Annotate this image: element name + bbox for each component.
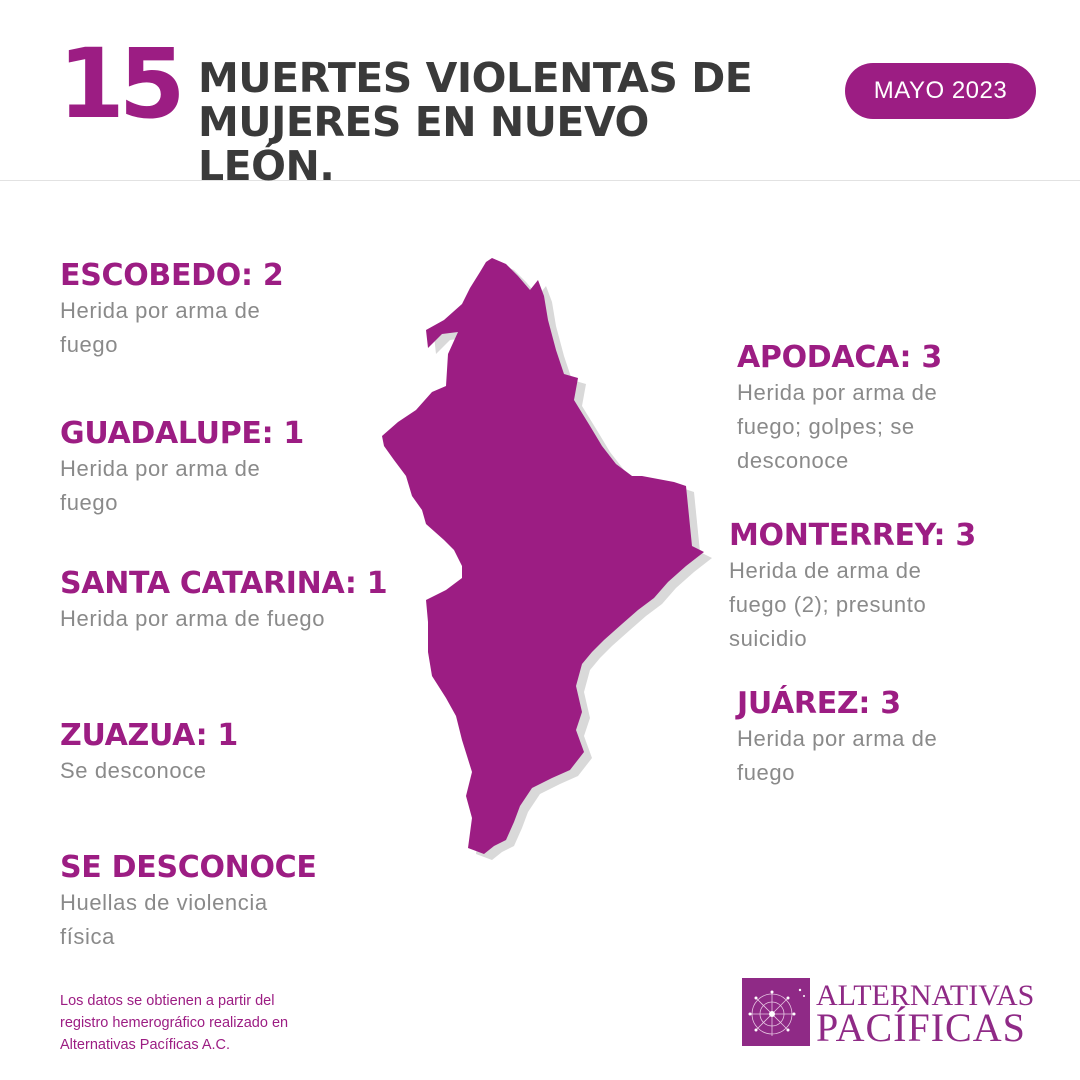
map-shape xyxy=(382,258,704,854)
header xyxy=(0,0,1080,190)
item-desc xyxy=(737,722,937,790)
footnote-line: Alternativas Pacíficas A.C. xyxy=(60,1037,231,1053)
item-title: MONTERREY: 3 xyxy=(729,518,976,553)
item-desc-line: fuego; golpes; se xyxy=(737,414,915,439)
title-line-2: MUJERES EN NUEVO LEÓN. xyxy=(198,98,649,190)
item-title: APODACA: 3 xyxy=(737,340,942,375)
item-desc-line: fuego xyxy=(60,332,119,357)
item-monterrey xyxy=(729,518,976,656)
item-desc-line: fuego xyxy=(737,760,796,785)
item-desc xyxy=(60,886,317,954)
page-title xyxy=(198,56,798,188)
item-desc-line: Se desconoce xyxy=(60,758,207,783)
item-desc-line: Herida por arma de xyxy=(737,726,938,751)
logo-text-line-1: ALTERNATIVAS xyxy=(816,979,1035,1012)
item-santa-catarina xyxy=(60,566,387,636)
logo-text-line-2: PACÍFICAS xyxy=(816,1005,1026,1050)
item-desc-line: Herida por arma de fuego xyxy=(60,606,326,631)
item-title: ZUAZUA: 1 xyxy=(60,718,238,753)
item-desc-line: suicidio xyxy=(729,626,808,651)
item-title: ESCOBEDO: 2 xyxy=(60,258,284,293)
item-desc-line: Herida de arma de xyxy=(729,558,922,583)
item-desc-line: Herida por arma de xyxy=(60,456,261,481)
item-juarez xyxy=(737,686,937,790)
dandelion-icon xyxy=(742,978,810,1046)
nuevo-leon-map xyxy=(370,250,730,870)
total-count: 15 xyxy=(58,28,180,140)
item-desc xyxy=(737,376,942,478)
item-desc xyxy=(729,554,976,656)
item-title: JUÁREZ: 3 xyxy=(737,686,901,721)
item-desc xyxy=(60,294,283,362)
item-title: GUADALUPE: 1 xyxy=(60,416,305,451)
item-desc xyxy=(60,754,238,788)
date-badge: MAYO 2023 xyxy=(845,63,1036,119)
organization-logo xyxy=(742,976,1042,1048)
item-title: SE DESCONOCE xyxy=(60,850,317,885)
footnote-line: registro hemerográfico realizado en xyxy=(60,1015,289,1031)
item-apodaca xyxy=(737,340,942,478)
item-escobedo xyxy=(60,258,283,362)
item-se-desconoce xyxy=(60,850,317,954)
title-line-1: MUERTES VIOLENTAS DE xyxy=(198,54,753,102)
item-desc-line: fuego (2); presunto xyxy=(729,592,927,617)
item-desc xyxy=(60,452,304,520)
item-desc-line: Herida por arma de xyxy=(60,298,261,323)
item-desc-line: física xyxy=(60,924,115,949)
footnote-line: Los datos se obtienen a partir del xyxy=(60,993,275,1009)
item-title: SANTA CATARINA: 1 xyxy=(60,566,388,601)
item-desc-line: desconoce xyxy=(737,448,849,473)
item-desc-line: Herida por arma de xyxy=(737,380,938,405)
item-desc-line: fuego xyxy=(60,490,119,515)
item-zuazua xyxy=(60,718,238,788)
logo-mark xyxy=(742,978,810,1046)
item-guadalupe xyxy=(60,416,304,520)
source-footnote xyxy=(60,990,380,1056)
item-desc-line: Huellas de violencia xyxy=(60,890,268,915)
item-desc xyxy=(60,602,387,636)
